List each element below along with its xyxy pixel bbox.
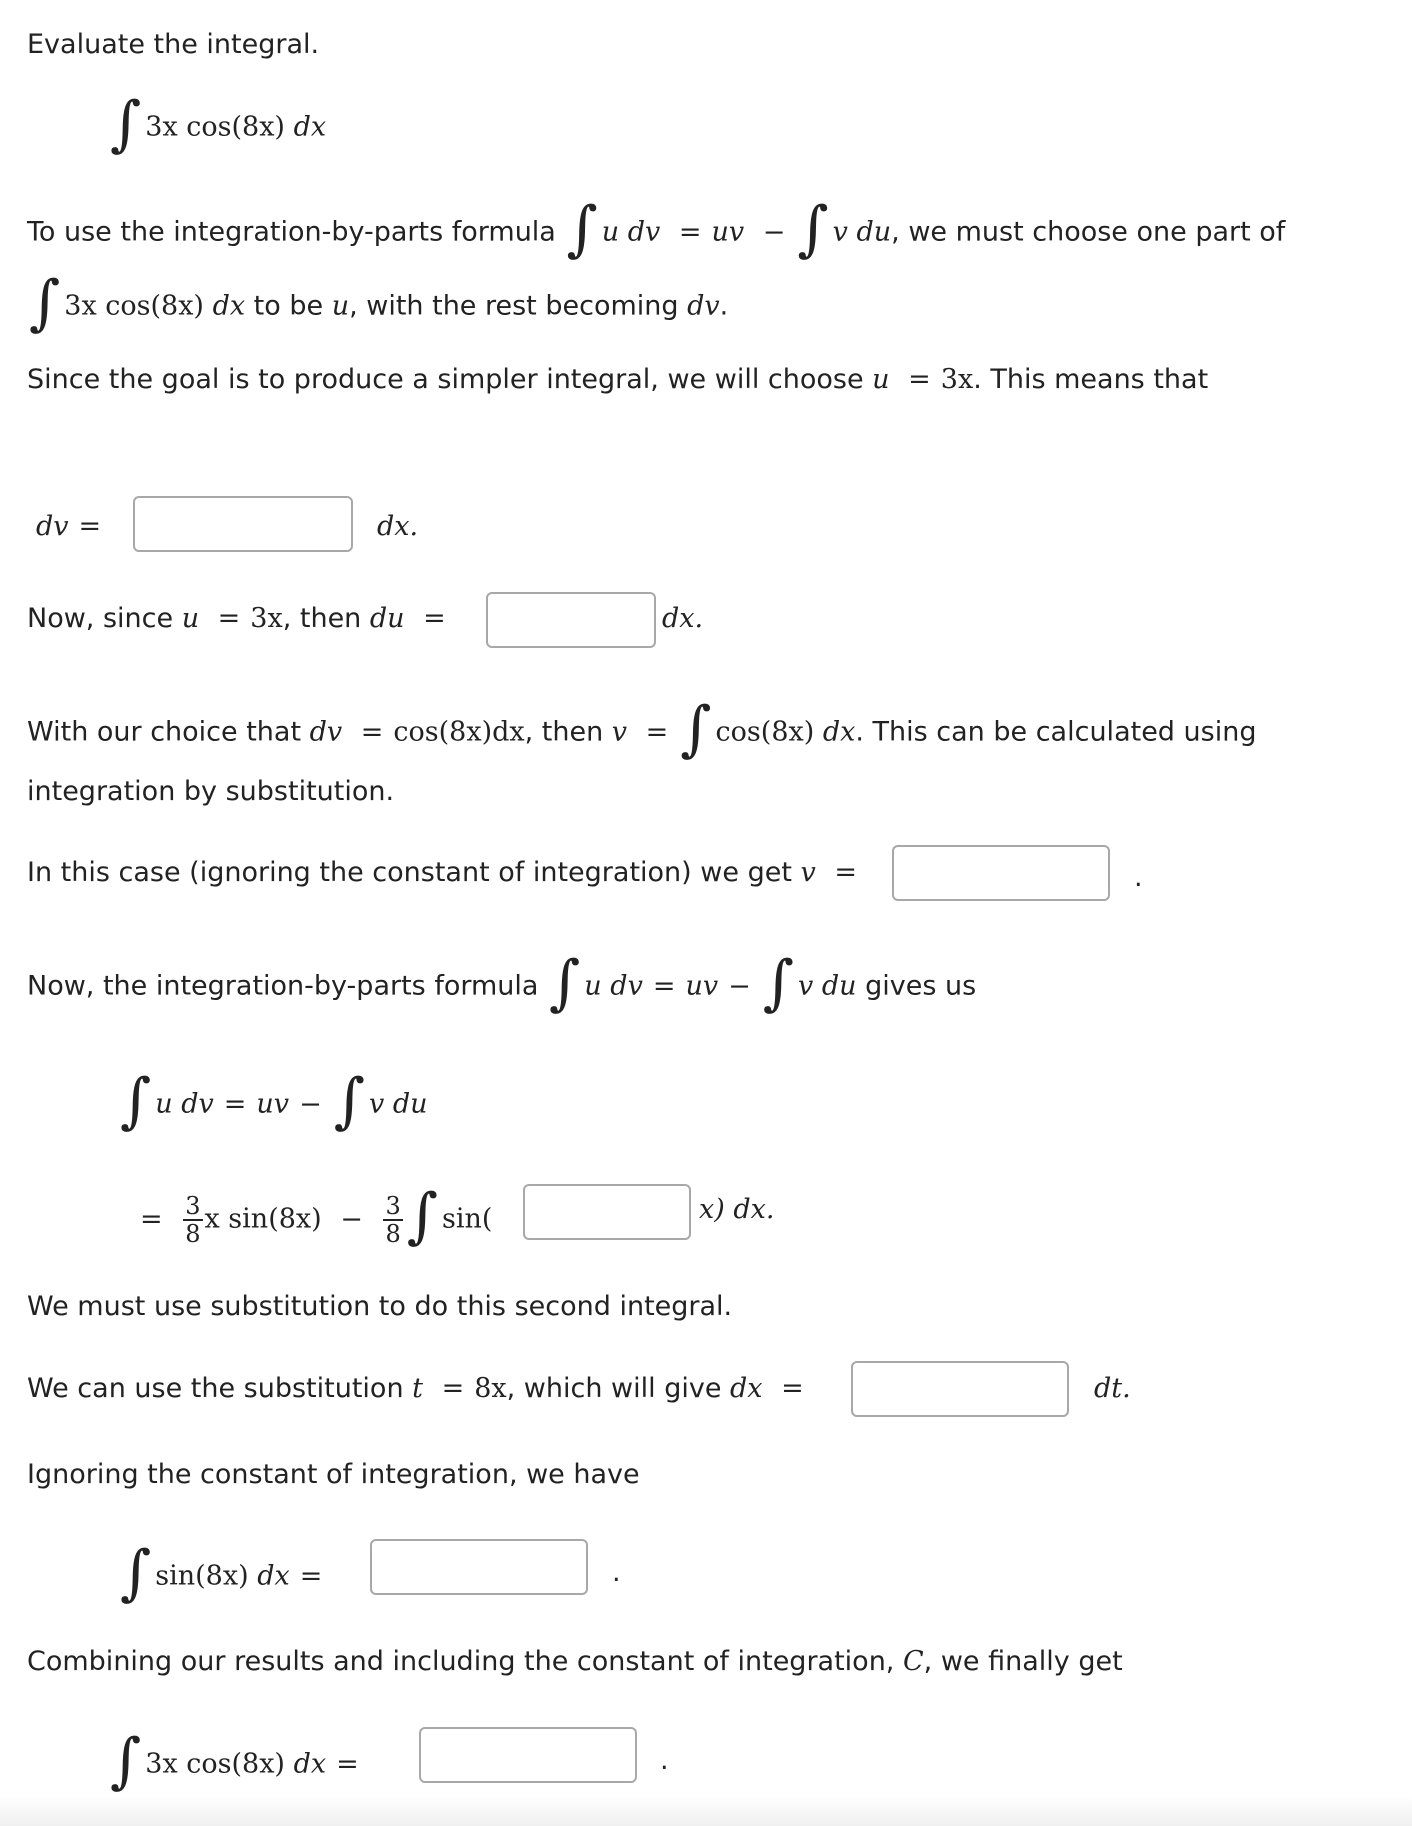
formula-line-1: To use the integration-by-parts formula ∫ u dv = uv − ∫ v du, we must choose one part of: [27, 194, 1286, 264]
display-close: x) dx.: [699, 1194, 775, 1225]
du-line: Now, since u = 3x, then du =: [27, 603, 446, 634]
substitution-note: We must use substitution to do this second integral.: [27, 1291, 733, 1322]
v-answer-input[interactable]: [892, 845, 1110, 901]
v-case-line: In this case (ignoring the constant of integration) we get v =: [27, 857, 857, 888]
final-period: .: [660, 1745, 669, 1776]
combine-line: Combining our results and including the constant of integration, C, we finally get: [27, 1646, 1123, 1677]
v-line-2: integration by substitution.: [27, 776, 395, 807]
page-bottom-edge: [0, 1796, 1412, 1826]
substitution-line: We can use the substitution t = 8x, which will give dx =: [27, 1373, 804, 1404]
formula-line-2: ∫ 3x cos(8x) dx to be u, with the rest becoming dv.: [29, 268, 729, 338]
dx-answer-input[interactable]: [851, 1361, 1069, 1417]
fraction-3-8-b: $\frac{3}{8}$: [385, 1192, 401, 1248]
parts-line: Now, the integration-by-parts formula ∫ u dv = uv − ∫ v du gives us: [27, 948, 977, 1018]
v-case-period: .: [1134, 862, 1143, 893]
sin-integral: ∫ sin(8x) dx =: [120, 1538, 323, 1608]
final-integral: ∫ 3x cos(8x) dx =: [110, 1726, 359, 1796]
dv-suffix: dx.: [377, 511, 419, 542]
du-suffix: dx.: [662, 603, 704, 634]
dv-answer-input[interactable]: [133, 496, 353, 552]
integrand: 3x cos(8x): [145, 111, 285, 143]
ignore-line: Ignoring the constant of integration, we have: [27, 1459, 640, 1490]
fraction-3-8: $\frac{3}{8}$: [185, 1192, 201, 1248]
display-line-1: ∫ u dv = uv − ∫ v du: [120, 1066, 428, 1136]
differential: dx: [293, 111, 327, 143]
problem-prompt: Evaluate the integral.: [27, 29, 320, 60]
sin-integral-period: .: [612, 1557, 621, 1588]
v-line: With our choice that dv = cos(8x)dx, then v = ∫ cos(8x) dx. This can be calculated using: [27, 694, 1257, 764]
sin-integral-input[interactable]: [370, 1539, 588, 1595]
dt-suffix: dt.: [1094, 1373, 1131, 1404]
final-answer-input[interactable]: [419, 1727, 637, 1783]
du-answer-input[interactable]: [486, 592, 656, 648]
dv-label: dv =: [36, 511, 102, 542]
problem-integral: [108, 89, 327, 159]
integral-sign: ∫: [110, 89, 142, 159]
sin-argument-input[interactable]: [523, 1184, 691, 1240]
display-line-2: = $\frac{3}{8}$ x sin(8x) − $\frac{3}{8}$ ∫ sin(: [140, 1181, 493, 1251]
choice-line: Since the goal is to produce a simpler integral, we will choose u = 3x. This means that: [27, 364, 1209, 395]
